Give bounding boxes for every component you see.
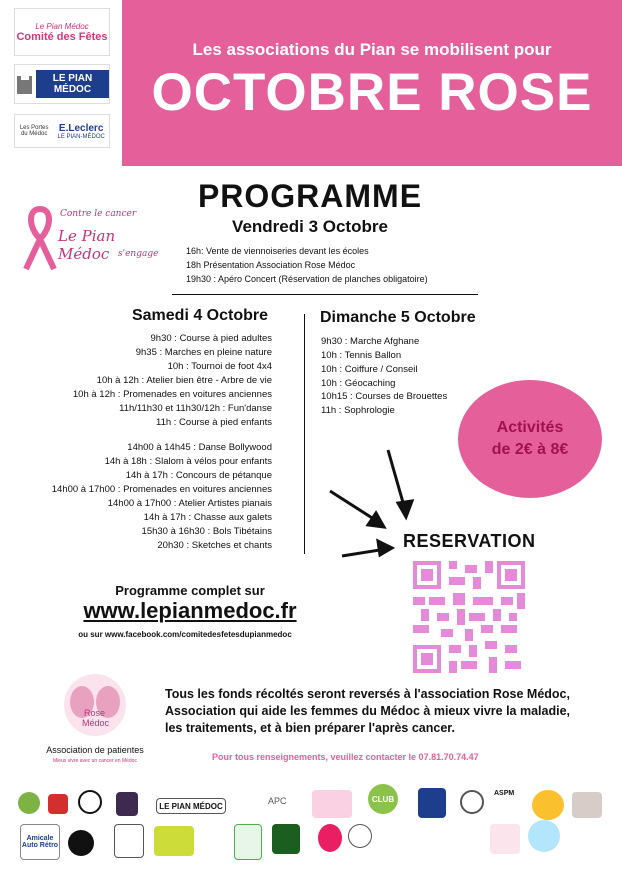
- saturday-item: 20h30 : Sketches et chants: [157, 540, 272, 551]
- comite-tag: Le Pian Médoc: [35, 21, 89, 31]
- ribbon-line3: s'engage: [118, 249, 159, 259]
- website-link[interactable]: www.lepianmedoc.fr: [83, 598, 297, 623]
- funds-line: les traitements, et à bien préparer l'après cancer.: [165, 721, 455, 735]
- club-sponsor: CLUB: [368, 784, 398, 814]
- leclerc-logo: [14, 114, 110, 148]
- rose-medoc-name2: Médoc: [82, 718, 110, 728]
- friday-item: 19h30 : Apéro Concert (Réservation de planches obligatoire): [186, 274, 428, 284]
- horizontal-divider: [172, 294, 478, 295]
- amicale-sponsor: Amicale Auto Rétro: [20, 824, 60, 860]
- sunday-item: 10h15 : Courses de Brouettes: [321, 391, 448, 402]
- cancer-ribbon-logo: [18, 205, 168, 275]
- programme-title: PROGRAMME: [197, 178, 423, 214]
- header-subtitle: Les associations du Pian se mobilisent pour: [192, 40, 552, 59]
- sunday-title: Dimanche 5 Octobre: [320, 309, 476, 326]
- sunday-item: 10h : Géocaching: [321, 378, 396, 389]
- saturday-item: 11h/11h30 et 11h30/12h : Fun'danse: [119, 403, 272, 414]
- sponsor-logo: [18, 792, 40, 814]
- ribbon-line1: Contre le cancer: [60, 209, 137, 219]
- sponsor-logo: [68, 830, 94, 856]
- sponsor-logo: [318, 824, 342, 852]
- sponsor-logo: [490, 824, 520, 854]
- town-logo-text: LE PIAN MÉDOC: [36, 70, 109, 98]
- pink-ribbon-icon: [18, 205, 62, 275]
- sunday-item: 9h30 : Marche Afghane: [321, 336, 420, 347]
- sponsor-logo: [348, 824, 372, 848]
- faces-icon: [40, 672, 150, 738]
- saturday-item: 14h à 17h : Chasse aux galets: [143, 512, 272, 523]
- rose-medoc-logo: [40, 672, 150, 772]
- friday-item: 18h Présentation Association Rose Médoc: [186, 260, 356, 270]
- saturday-item: 9h30 : Course à pied adultes: [150, 333, 272, 344]
- saturday-title: Samedi 4 Octobre: [131, 307, 269, 324]
- saturday-item: 14h00 à 14h45 : Danse Bollywood: [127, 442, 272, 453]
- sponsor-logo: [272, 824, 300, 854]
- town-logo: [14, 64, 110, 104]
- saturday-item: 10h : Tournoi de foot 4x4: [167, 361, 272, 372]
- reservation-title: RESERVATION: [403, 531, 536, 551]
- logo-column: [0, 0, 122, 166]
- sponsor-logo: [572, 792, 602, 818]
- saturday-item: 14h à 17h : Concours de pétanque: [125, 470, 272, 481]
- friday-item: 16h: Vente de viennoiseries devant les écoles: [186, 246, 369, 256]
- saturday-item: 9h35 : Marches en pleine nature: [135, 347, 272, 358]
- activities-price-badge: [458, 380, 602, 498]
- portes-label: Les Portes du Médoc: [19, 125, 49, 137]
- sponsor-logo: [460, 790, 484, 814]
- sponsor-logo: [418, 788, 446, 818]
- programme-complet-label: Programme complet sur: [115, 583, 265, 598]
- sponsor-logo: [154, 826, 194, 856]
- funds-line: Tous les fonds récoltés seront reversés à l'association Rose Médoc,: [165, 687, 570, 701]
- header-title: OCTOBRE ROSE: [151, 63, 593, 122]
- saturday-item: 10h à 12h : Promenades en voitures anciennes: [72, 389, 272, 400]
- sponsor-logo: [532, 790, 564, 820]
- pian-medoc-sponsor: LE PIAN MÉDOC: [156, 798, 226, 814]
- saturday-item: 11h : Course à pied enfants: [155, 417, 272, 428]
- saturday-item: 14h à 18h : Slalom à vélos pour enfants: [104, 456, 272, 467]
- rose-medoc-label: Association de patientes: [46, 745, 144, 755]
- sponsor-logo: [116, 792, 138, 816]
- saturday-item: 14h00 à 17h00 : Promenades en voitures anciennes: [51, 484, 272, 495]
- sponsor-logo: [312, 790, 352, 818]
- qr-code[interactable]: [413, 561, 525, 673]
- rose-medoc-tagline: Mieux vivre avec un cancer en Médoc: [53, 758, 137, 764]
- sponsor-logo: [48, 794, 68, 814]
- rose-medoc-name1: Rose: [84, 708, 106, 718]
- funds-line: Association qui aide les femmes du Médoc à mieux vivre la maladie,: [165, 704, 571, 718]
- vertical-divider: [304, 314, 305, 554]
- sunday-item: 10h : Coiffure / Conseil: [321, 364, 418, 375]
- activities-price: de 2€ à 8€: [491, 441, 569, 458]
- saturday-item: 15h30 à 16h30 : Bols Tibétains: [141, 526, 272, 537]
- castle-icon: [15, 72, 32, 96]
- sponsor-logo: [114, 824, 144, 858]
- music-note-icon: [78, 790, 102, 814]
- sunday-item: 10h : Tennis Ballon: [321, 350, 402, 361]
- leclerc-label: E.Leclerc: [58, 122, 104, 134]
- ribbon-line2: Le Pian Médoc: [58, 227, 116, 263]
- sponsor-logo: [234, 824, 262, 860]
- activities-label: Activités: [496, 419, 564, 436]
- sponsor-logos: [0, 780, 622, 879]
- funds-statement: [165, 686, 605, 737]
- apc-sponsor: APC: [268, 796, 287, 806]
- saturday-item: 10h à 12h : Atelier bien être - Arbre de vie: [96, 375, 272, 386]
- sponsor-logo: [528, 820, 560, 852]
- comite-label: Comité des Fêtes: [16, 30, 108, 43]
- leclerc-sub-label: LE PIAN-MÉDOC: [57, 133, 105, 140]
- contact-info: Pour tous renseignements, veuillez contacter le 07.81.70.74.47: [212, 752, 479, 762]
- aspm-sponsor: ASPM: [494, 790, 522, 814]
- facebook-link[interactable]: ou sur www.facebook.com/comitedesfetesdupianmedoc: [78, 630, 292, 639]
- comite-des-fetes-logo: [14, 8, 110, 56]
- sunday-item: 11h : Sophrologie: [321, 405, 395, 416]
- friday-title: Vendredi 3 Octobre: [232, 217, 388, 236]
- saturday-item: 14h00 à 17h00 : Atelier Artistes pianais: [107, 498, 272, 509]
